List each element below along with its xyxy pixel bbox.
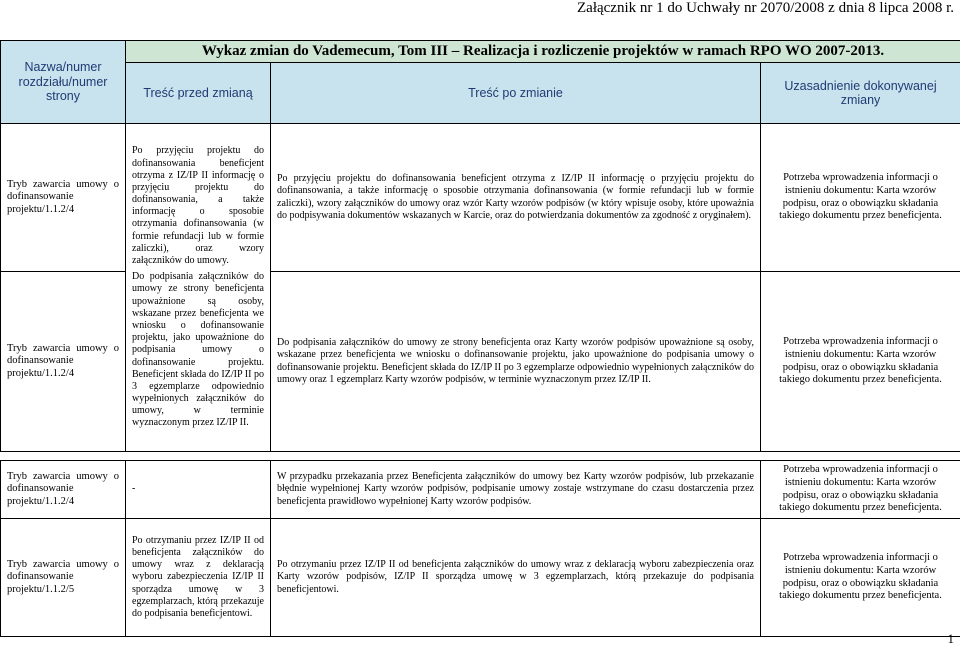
chapter-cell: Tryb zawarcia umowy o dofinansowanie projektu/1.1.2/4 bbox=[1, 461, 126, 519]
after-cell: Po przyjęciu projektu do dofinansowania beneficjent otrzyma z IZ/IP II informację o przyjęciu projektu do dofinansowania, a także informację o sposobie otrzymania dofinansowania (w formie refundacji lub w formie zaliczki), wzory załączników do umowy oraz wzór Karty wzorów podpisów (w który wpisuje osoby, które upoważnia do podpisywania dokumentów wskazanych w Karcie, oraz do potwierdzania dokumentów za zgodność z oryginałem). bbox=[271, 124, 761, 272]
header-after: Treść po zmianie bbox=[271, 63, 761, 124]
reason-cell: Potrzeba wprowadzenia informacji o istnieniu dokumentu: Karta wzorów podpisu, oraz o obowiązku składania takiego dokumentu przez beneficjenta. bbox=[761, 272, 960, 452]
before-cell: - bbox=[126, 461, 271, 519]
header-before: Treść przed zmianą bbox=[126, 63, 271, 124]
table-row bbox=[1, 461, 960, 519]
attachment-header: Załącznik nr 1 do Uchwały nr 2070/2008 z dnia 8 lipca 2008 r. bbox=[577, 0, 954, 16]
page-number: 1 bbox=[947, 631, 954, 646]
reason-cell: Potrzeba wprowadzenia informacji o istnieniu dokumentu: Karta wzorów podpisu, oraz o obowiązku składania takiego dokumentu przez beneficjenta. bbox=[761, 124, 960, 272]
changes-table bbox=[0, 40, 960, 637]
chapter-cell: Tryb zawarcia umowy o dofinansowanie projektu/1.1.2/4 bbox=[1, 272, 126, 452]
chapter-cell: Tryb zawarcia umowy o dofinansowanie projektu/1.1.2/4 bbox=[1, 124, 126, 272]
table-row bbox=[1, 519, 960, 637]
table-gap bbox=[1, 452, 960, 461]
header-reason: Uzasadnienie dokonywanej zmiany bbox=[761, 63, 960, 124]
chapter-cell: Tryb zawarcia umowy o dofinansowanie projektu/1.1.2/5 bbox=[1, 519, 126, 637]
after-cell: W przypadku przekazania przez Beneficjenta załączników do umowy bez Karty wzorów podpisów, lub przekazanie błędnie wypełnionej Karty wzorów podpisów, podpisanie umowy zostaje wstrzymane do czasu dostarczenia przez beneficjenta prawidłowo wypełnionej Karty wzorów podpisów. bbox=[271, 461, 761, 519]
before-cell: Po otrzymaniu przez IZ/IP II od beneficjenta załączników do umowy wraz z deklaracją wyboru zabezpieczenia IZ/IP II sporządza umowę w 3 egzemplarzach, którą przekazuje do podpisania beneficjentowi. bbox=[126, 519, 271, 637]
table-title: Wykaz zmian do Vademecum, Tom III – Realizacja i rozliczenie projektów w ramach RPO WO 2007-2013. bbox=[126, 41, 960, 63]
after-cell: Po otrzymaniu przez IZ/IP II od beneficjenta załączników do umowy wraz z deklaracją wyboru zabezpieczenia oraz Karty wzorów podpisów, IZ/IP II sporządza umowę w 3 egzemplarzach, którą przekazuje do podpisania beneficjentowi. bbox=[271, 519, 761, 637]
before-text: Do podpisania załączników do umowy ze strony beneficjenta upoważnione są osoby, wskazane przez beneficjenta we wniosku o dofinansowanie projektu, jako upoważnione do podpisania umowy o dofinansowanie projektu. Beneficjent składa do IZ/IP II po 3 egzemplarze odpowiednio wypełnionych załączników do umowy, w terminie wyznaczonym przez IZ/IP II. bbox=[132, 271, 264, 429]
before-text: Po przyjęciu projektu do dofinansowania beneficjent otrzyma z IZ/IP II informację o przyjęciu projektu do dofinansowania, a także informację o sposobie otrzymania dofinansowania (w formie refundacji lub w formie zaliczki), oraz wzory załączników do umowy. bbox=[132, 145, 264, 267]
before-cell bbox=[126, 124, 271, 452]
header-chapter: Nazwa/numer rozdziału/numer strony bbox=[1, 41, 126, 124]
table-row bbox=[1, 124, 960, 272]
reason-cell: Potrzeba wprowadzenia informacji o istnieniu dokumentu: Karta wzorów podpisu, oraz o obowiązku składania takiego dokumentu przez beneficjenta. bbox=[761, 519, 960, 637]
reason-cell: Potrzeba wprowadzenia informacji o istnieniu dokumentu: Karta wzorów podpisu, oraz o obowiązku składania takiego dokumentu przez beneficjenta. bbox=[761, 461, 960, 519]
after-cell: Do podpisania załączników do umowy ze strony beneficjenta oraz Karty wzorów podpisów upoważnione są osoby, wskazane przez beneficjenta we wniosku o dofinansowanie projektu, jako upoważnione do podpisania umowy o dofinansowanie projektu. Beneficjent składa do IZ/IP II po 3 egzemplarze odpowiednio wypełnionych załączników do umowy oraz 1 egzemplarz Karty wzorów podpisów, w terminie wyznaczonym przez IZ/IP II. bbox=[271, 272, 761, 452]
